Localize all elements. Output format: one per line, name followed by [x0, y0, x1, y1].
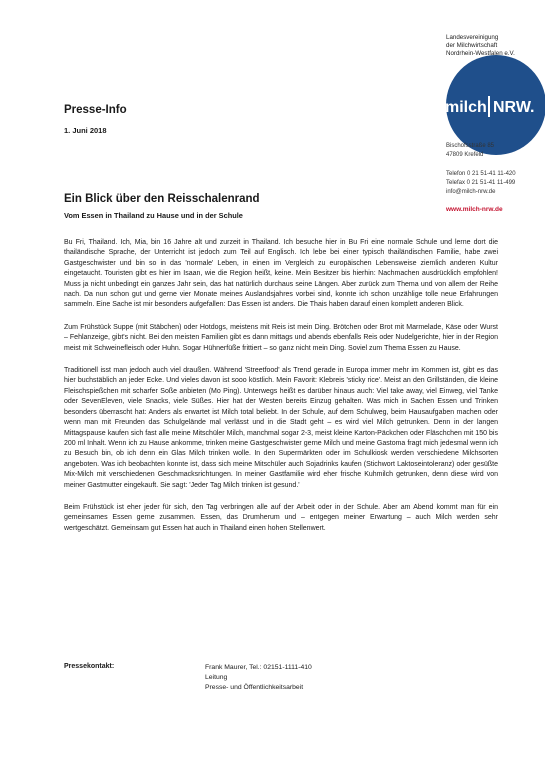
org-line: Landesvereinigung [446, 34, 499, 41]
contact-line: Presse- und Öffentlichkeitsarbeit [205, 684, 304, 692]
article-paragraph: Bu Fri, Thailand. Ich, Mia, bin 16 Jahre alt und zurzeit in Thailand. Ich besuche hier in Bu Fri eine normale Schule und lerne dort die thailändische Sprache, der Unterricht ist jedoch zum Teil auf Englisch. Ich lebe bei einer typisch thailändischen Familie, habe zwei Gastgeschwister und bin so in das 'normale' Leben, in einen im Vergleich zu europäischen Lebensweise ziemlich anderen Kultur eingetaucht. Touristen gibt es hier im Isaan, wie die Region heißt, keine. Mein Besitzer bis hierhin: Nachmachen ausdrücklich empfohlen! Muss ja nicht unbedingt ein ganzes Jahr sein, das hat natürlich durchaus seine Längen. Aber zurück zum Thema und von allem der Reihe nach. Da nun schon gut und gerne vier Monate meines Auslandsjahres vorbei sind, konnte ich schon unzählige tolle neue Erfahrungen sammeln. Eine Sache ist mir besonders aufgefallen: Das Essen ist anders. Die Thais haben darauf einen komplett anderen Blick. [64, 239, 498, 309]
org-line: Nordrhein-Westfalen e.V. [446, 50, 515, 57]
article-paragraph: Beim Frühstück ist eher jeder für sich, den Tag verbringen alle auf der Arbeit oder in der Schule. Aber am Abend kommt man für ein gemeinsames Essen gerne zusammen. Essen, das Drumherum und – entgegen meiner Erwartung – auch Milch werden sehr wertgeschätzt. Gemeinsam gut Essen hat auch in Thailand einen hohen Stellenwert. [64, 503, 498, 532]
logo-word-milch: milch [445, 99, 487, 116]
address-line [446, 160, 516, 169]
contact-line: Leitung [205, 674, 228, 682]
logo-divider [488, 96, 490, 117]
press-contact-label: Pressekontakt: [64, 663, 115, 670]
publication-date: 1. Juni 2018 [64, 126, 107, 135]
phone-line: Telefon 0 21 51-41 11-420 [446, 170, 516, 177]
article-subtitle: Vom Essen in Thailand zu Hause und in der Schule [64, 211, 243, 220]
website-link[interactable]: www.milch-nrw.de [446, 206, 503, 213]
press-contact [205, 663, 312, 694]
article-body [64, 238, 498, 546]
article-paragraph: Zum Frühstück Suppe (mit Stäbchen) oder Hotdogs, meistens mit Reis ist mein Ding. Brötchen oder Brot mit Marmelade, Käse oder Wurst – Fehlanzeige, gibt's nicht. Bei den meisten Familien gibt es dann mittags und abends ebenfalls Reis oder Nudelgerichte, hier in der Region meist mit Schweinefleisch oder Huhn. Sogar Hühnerfüße frittiert – so ganz nicht mein Ding. Soviel zum Thema Essen zu Hause. [64, 323, 498, 352]
article-title: Ein Blick über den Reisschalenrand [64, 193, 260, 205]
address-line: 47809 Krefeld [446, 152, 484, 159]
fax-line: Telefax 0 21 51-41 11-499 [446, 179, 516, 186]
logo-word-nrw: NRW. [493, 99, 535, 116]
address-line: Bischofsstraße 85 [446, 143, 495, 149]
org-line: der Milchwirtschaft [446, 42, 498, 49]
article-paragraph: Traditionell isst man jedoch auch viel draußen. Während 'Streetfood' als Trend gerade in Europa immer mehr im Kommen ist, gibt es das hier buchstäblich an jeder Ecke. Und vieles davon ist sooo köstlich. Mein Favorit: Klebreis 'sticky rice'. Meist an den Grillständen, die kleine Fleischspießchen mit scharfer Soße anbieten (Mo Ping). Unterwegs heißt es darüber hinaus auch: Viel take away, viel Einweg, viel Tanke oder SevenEleven, viele Snacks, viele Süßes. Hier hat der Westen bereits Einzug gehalten. Was mich in Sachen Essen und Trinken besonders überrascht hat: Anders als erwartet ist Milch total beliebt. In der Schule, auf dem Schulweg, beim Hausaufgaben machen oder wenn man mit Freunden das Schulgelände mal verlässt und in die Stadt geht – es wird viel Milch getrunken. Denn in der langen Mittagspause kaufen sich fast alle meine Mitschüler Milch, manchmal sogar 2-3, meist kleine Karton-Päckchen oder Fläschchen mit 150 bis 200 ml Inhalt. Wenn ich zu Hause ankomme, trinken meine Gastgeschwister gerne Milch und meine Gastoma fragt mich jedesmal wenn ich zu Besuch bin, ob ich denn ein Glas Milch trinken wolle. In den Supermärkten oder im Schulkiosk werden verschiedene Milchsorten angeboten. Was ich beobachten konnte ist, dass sich meine Mitschüler auch Sojadrinks kaufen (Stichwort Laktoseintoleranz) oder gesüßte Mix-Milch mit verschiedenen Geschmacksrichtungen. In meiner Gastfamilie wird eher frische Kuhmilch getrunken, denn diese wird von meiner Gastmutter eingekauft. Sie sagt: 'Jeder Tag Milch trinken ist gesund.' [64, 367, 498, 489]
press-info-label: Presse-Info [64, 104, 127, 116]
email-line[interactable]: info@milch-nrw.de [446, 189, 496, 196]
contact-line: Frank Maurer, Tel.: 02151-1111-410 [205, 664, 312, 671]
postal-address [446, 142, 516, 197]
